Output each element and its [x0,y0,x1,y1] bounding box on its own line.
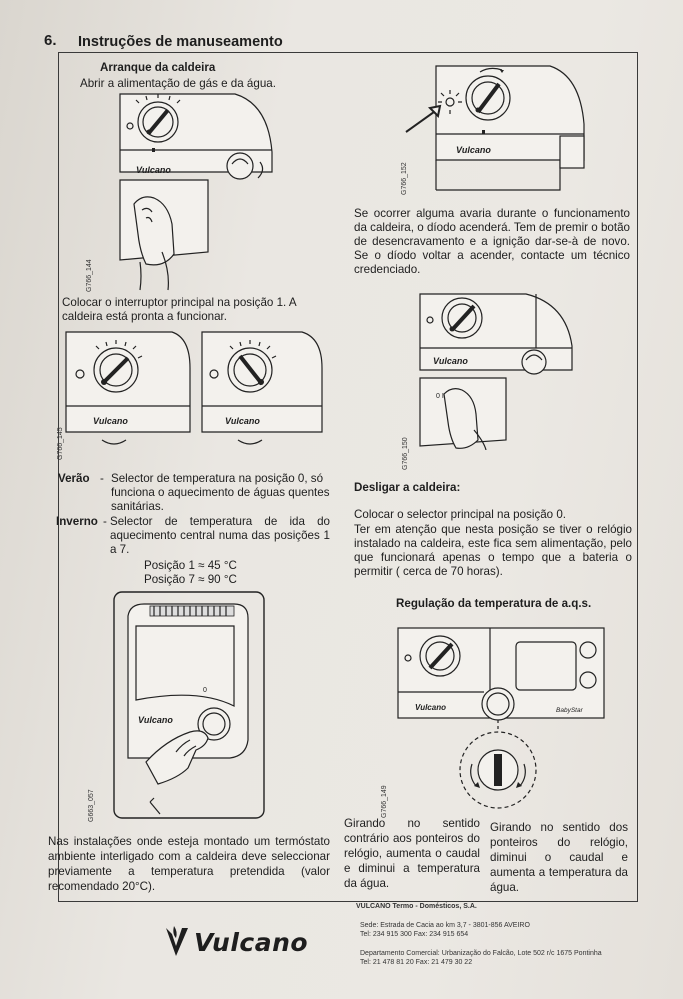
fault-text: Se ocorrer alguma avaria durante o funcionamento da caldeira, o díodo acenderá. Tem de premir o botão de desencravamento e a ignição dar-se-à de novo. Se o díodo voltar a acender, contacte um técnico credenciado. [354,207,630,276]
vulcano-flame-icon [162,924,192,960]
footer-brand: Vulcano [194,928,309,957]
boiler-badge-1: Vulcano [136,165,171,175]
boiler-badge-4: Vulcano [225,416,260,426]
thermostat-text: Nas instalações onde esteja montado um termóstato ambiente interligado com a caldeira deve seleccionar previamente a temperatura pretendida (valor recomendado 20°C). [48,835,330,893]
dhw-heading: Regulação da temperatura de a.q.s. [396,597,592,610]
dhw-clockwise-text: Girando no sentido dos ponteiros do relógio, diminui o caudal e aumenta a temperatura da água. [490,821,628,894]
boiler-badge-6: Vulcano [415,703,446,712]
boiler-start-illustration [100,92,280,292]
footer-logo [162,924,342,964]
switch-marks: 0 I [436,393,444,400]
fig-code-145: G766_145 [57,427,64,460]
shutdown-heading: Desligar a caldeira: [354,481,461,494]
boiler-badge-2: Vulcano [456,145,491,155]
footer-sede: Sede: Estrada de Cacia ao km 3,7 - 3801-856 AVEIRO [360,922,530,929]
dhw-counterclockwise-text: Girando no sentido contrário aos ponteiros do relógio, aumenta o caudal e diminui a temperatura da água. [344,817,480,890]
thermostat-dial-zero: 0 [203,687,207,694]
shutdown-text-2: Ter em atenção que nesta posição se tiver o relógio instalado na caldeira, este fica sem alimentação, pelo que funcionará apenas o tempo que a bateria o permitir ( cerca de 70 horas). [354,523,632,578]
boiler-badge-5: Vulcano [433,356,468,366]
footer-sede-tel: Tel: 234 915 300 Fax: 234 915 654 [360,931,469,938]
arranque-text: Abrir a alimentação de gás e da água. [80,77,276,90]
boiler-modes-illustration [62,328,342,458]
summer-dash: - [100,472,104,485]
boiler-off-illustration [416,290,596,450]
baby-star-label: BabyStar [556,707,583,714]
boiler-badge-3: Vulcano [93,416,128,426]
thermostat-badge: Vulcano [138,715,173,725]
fig-code-149: G766_149 [381,785,388,818]
section-title: Instruções de manuseamento [78,34,283,50]
winter-label: Inverno [56,515,98,528]
main-switch-text: Colocar o interruptor principal na posição 1. A caldeira está pronta a funcionar. [62,296,296,323]
shutdown-text-1: Colocar o selector principal na posição 0. [354,508,567,521]
section-number: 6. [44,32,57,49]
position-1-temp: Posição 1 ≈ 45 °C [144,559,237,572]
summer-text: Selector de temperatura na posição 0, só funciona o aquecimento de águas quentes sanitárias. [111,472,330,513]
footer-dept-tel: Tel: 21 478 81 20 Fax: 21 479 30 22 [360,959,473,966]
fig-code-150: G766_150 [402,437,409,470]
footer-dept: Departamento Comercial: Urbanização do Falcão, Lote 502 r/c 1675 Pontinha [360,950,602,957]
boiler-fault-illustration [400,62,600,202]
summer-label: Verão [58,472,90,485]
fig-code-057: G663_057 [88,789,95,822]
position-7-temp: Posição 7 ≈ 90 °C [144,573,237,586]
fig-code-152: G766_152 [401,162,408,195]
winter-dash: - [103,515,107,528]
footer-company: VULCANO Termo - Domésticos, S.A. [356,903,477,910]
winter-text: Selector de temperatura de ida do aquecimento central numa das posições 1 a 7. [110,515,330,556]
fig-code-144: G766_144 [86,259,93,292]
arranque-heading: Arranque da caldeira [100,61,216,74]
room-thermostat-illustration [110,590,270,822]
